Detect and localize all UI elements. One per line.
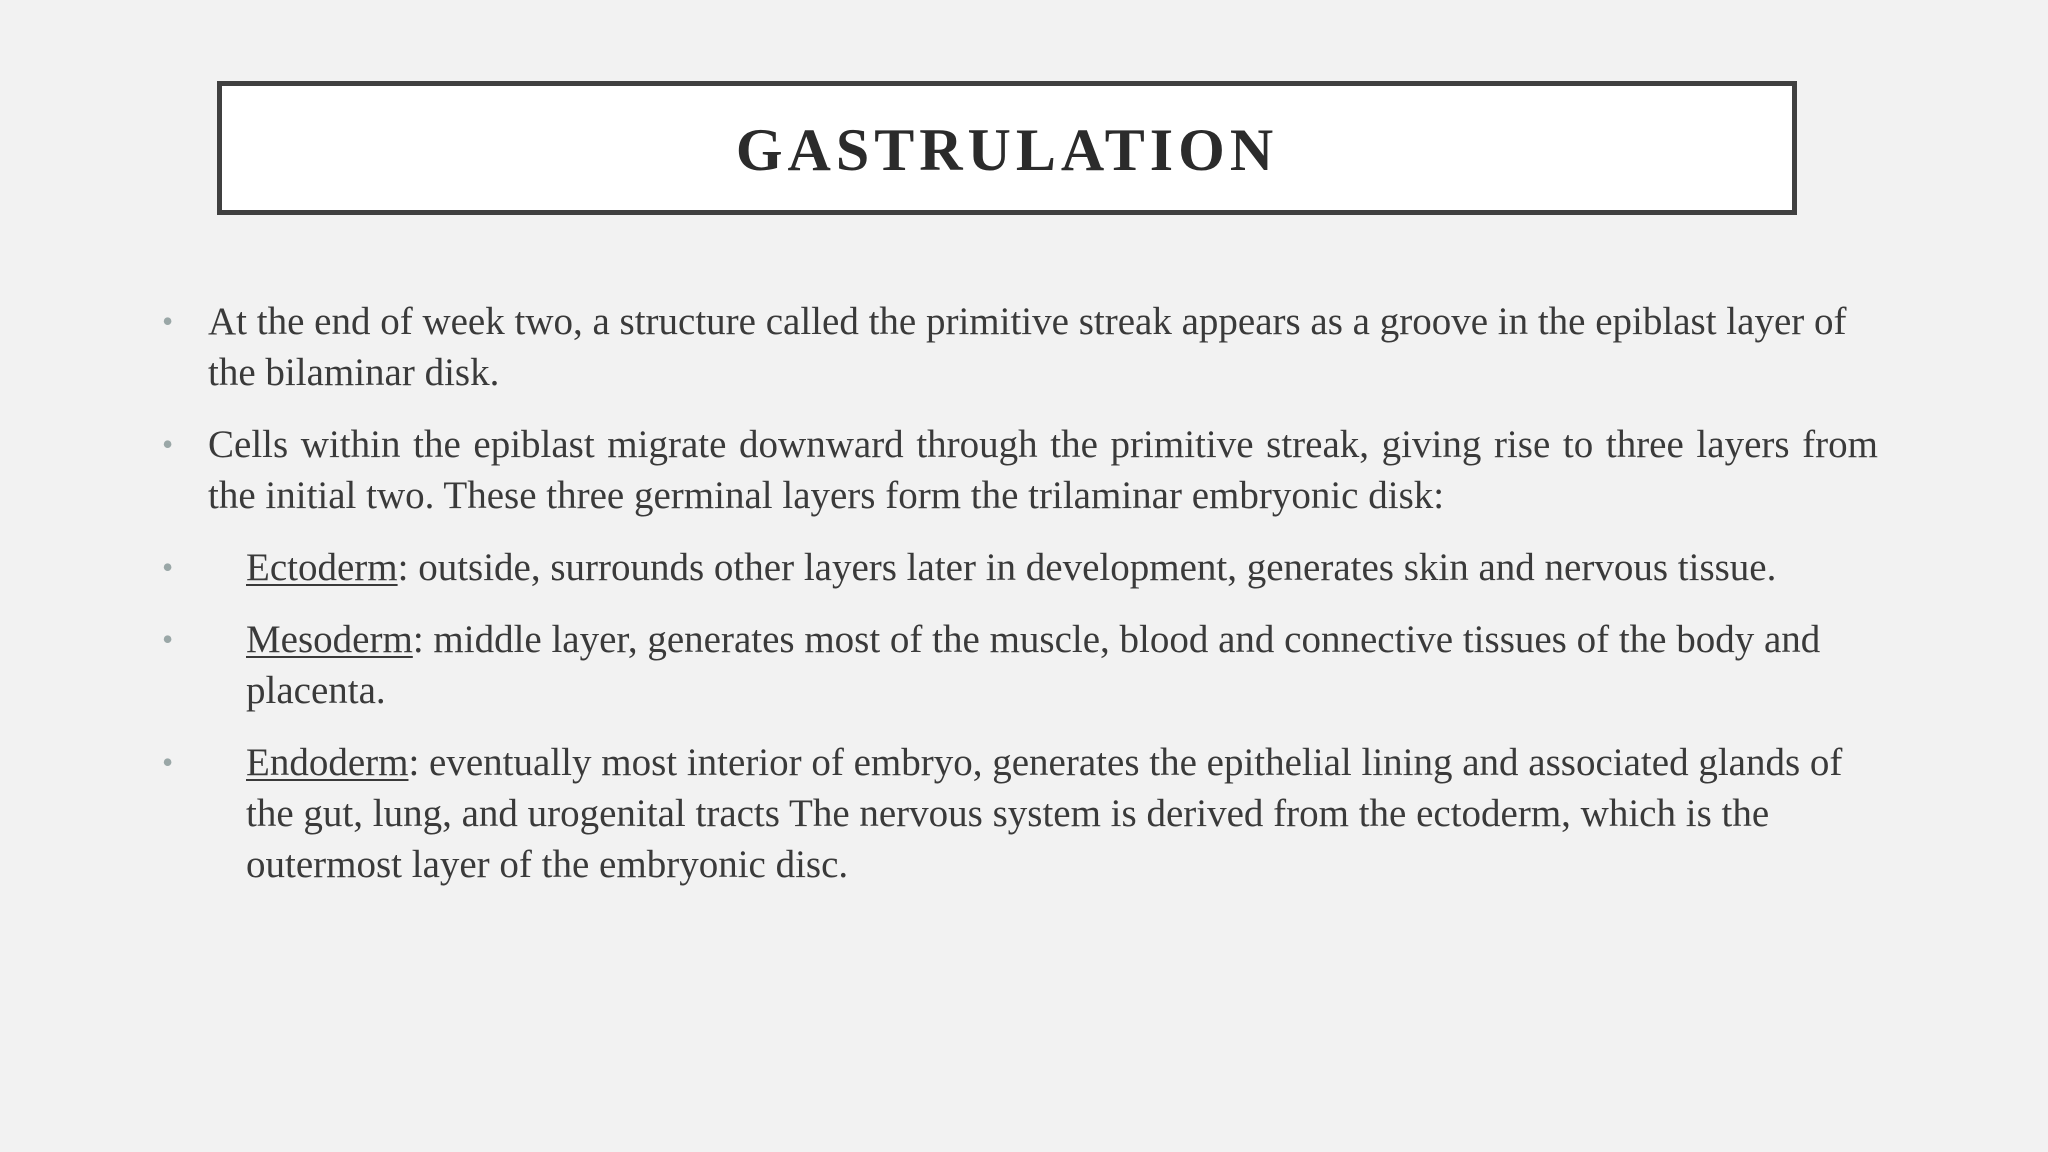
bullet-icon: •	[162, 621, 174, 657]
bullet-icon: •	[162, 303, 174, 339]
layer-item-mesoderm	[162, 614, 1878, 716]
bullet-icon: •	[162, 426, 174, 462]
bullet-icon: •	[162, 549, 174, 585]
slide-title: GASTRULATION	[735, 116, 1279, 183]
layer-description: : eventually most interior of embryo, generates the epithelial lining and associated glands of the gut, lung, and urogenital tracts The nervous system is derived from the ectoderm, which is the outermost layer of the embryonic disc.	[246, 741, 1843, 886]
layer-description: : outside, surrounds other layers later in development, generates skin and nervous tissue.	[397, 546, 1777, 589]
bullet-list	[162, 296, 1878, 911]
layer-text	[246, 614, 1878, 716]
layer-description: : middle layer, generates most of the muscle, blood and connective tissues of the body and placenta.	[246, 618, 1821, 712]
bullet-item	[162, 296, 1878, 398]
layer-text	[246, 542, 1878, 593]
title-box	[217, 81, 1797, 215]
bullet-text: Cells within the epiblast migrate downward through the primitive streak, giving rise to three layers from the initial two. These three germinal layers form the trilaminar embryonic disk:	[208, 423, 1878, 517]
layer-term: Ectoderm	[246, 546, 398, 589]
layer-text	[246, 737, 1878, 890]
bullet-item	[162, 419, 1878, 521]
bullet-text: At the end of week two, a structure called the primitive streak appears as a groove in the epiblast layer of the bilaminar disk.	[208, 300, 1847, 394]
bullet-icon: •	[162, 744, 174, 780]
layer-term: Mesoderm	[246, 618, 413, 661]
layer-item-ectoderm	[162, 542, 1878, 593]
layer-item-endoderm	[162, 737, 1878, 890]
layer-term: Endoderm	[246, 741, 409, 784]
